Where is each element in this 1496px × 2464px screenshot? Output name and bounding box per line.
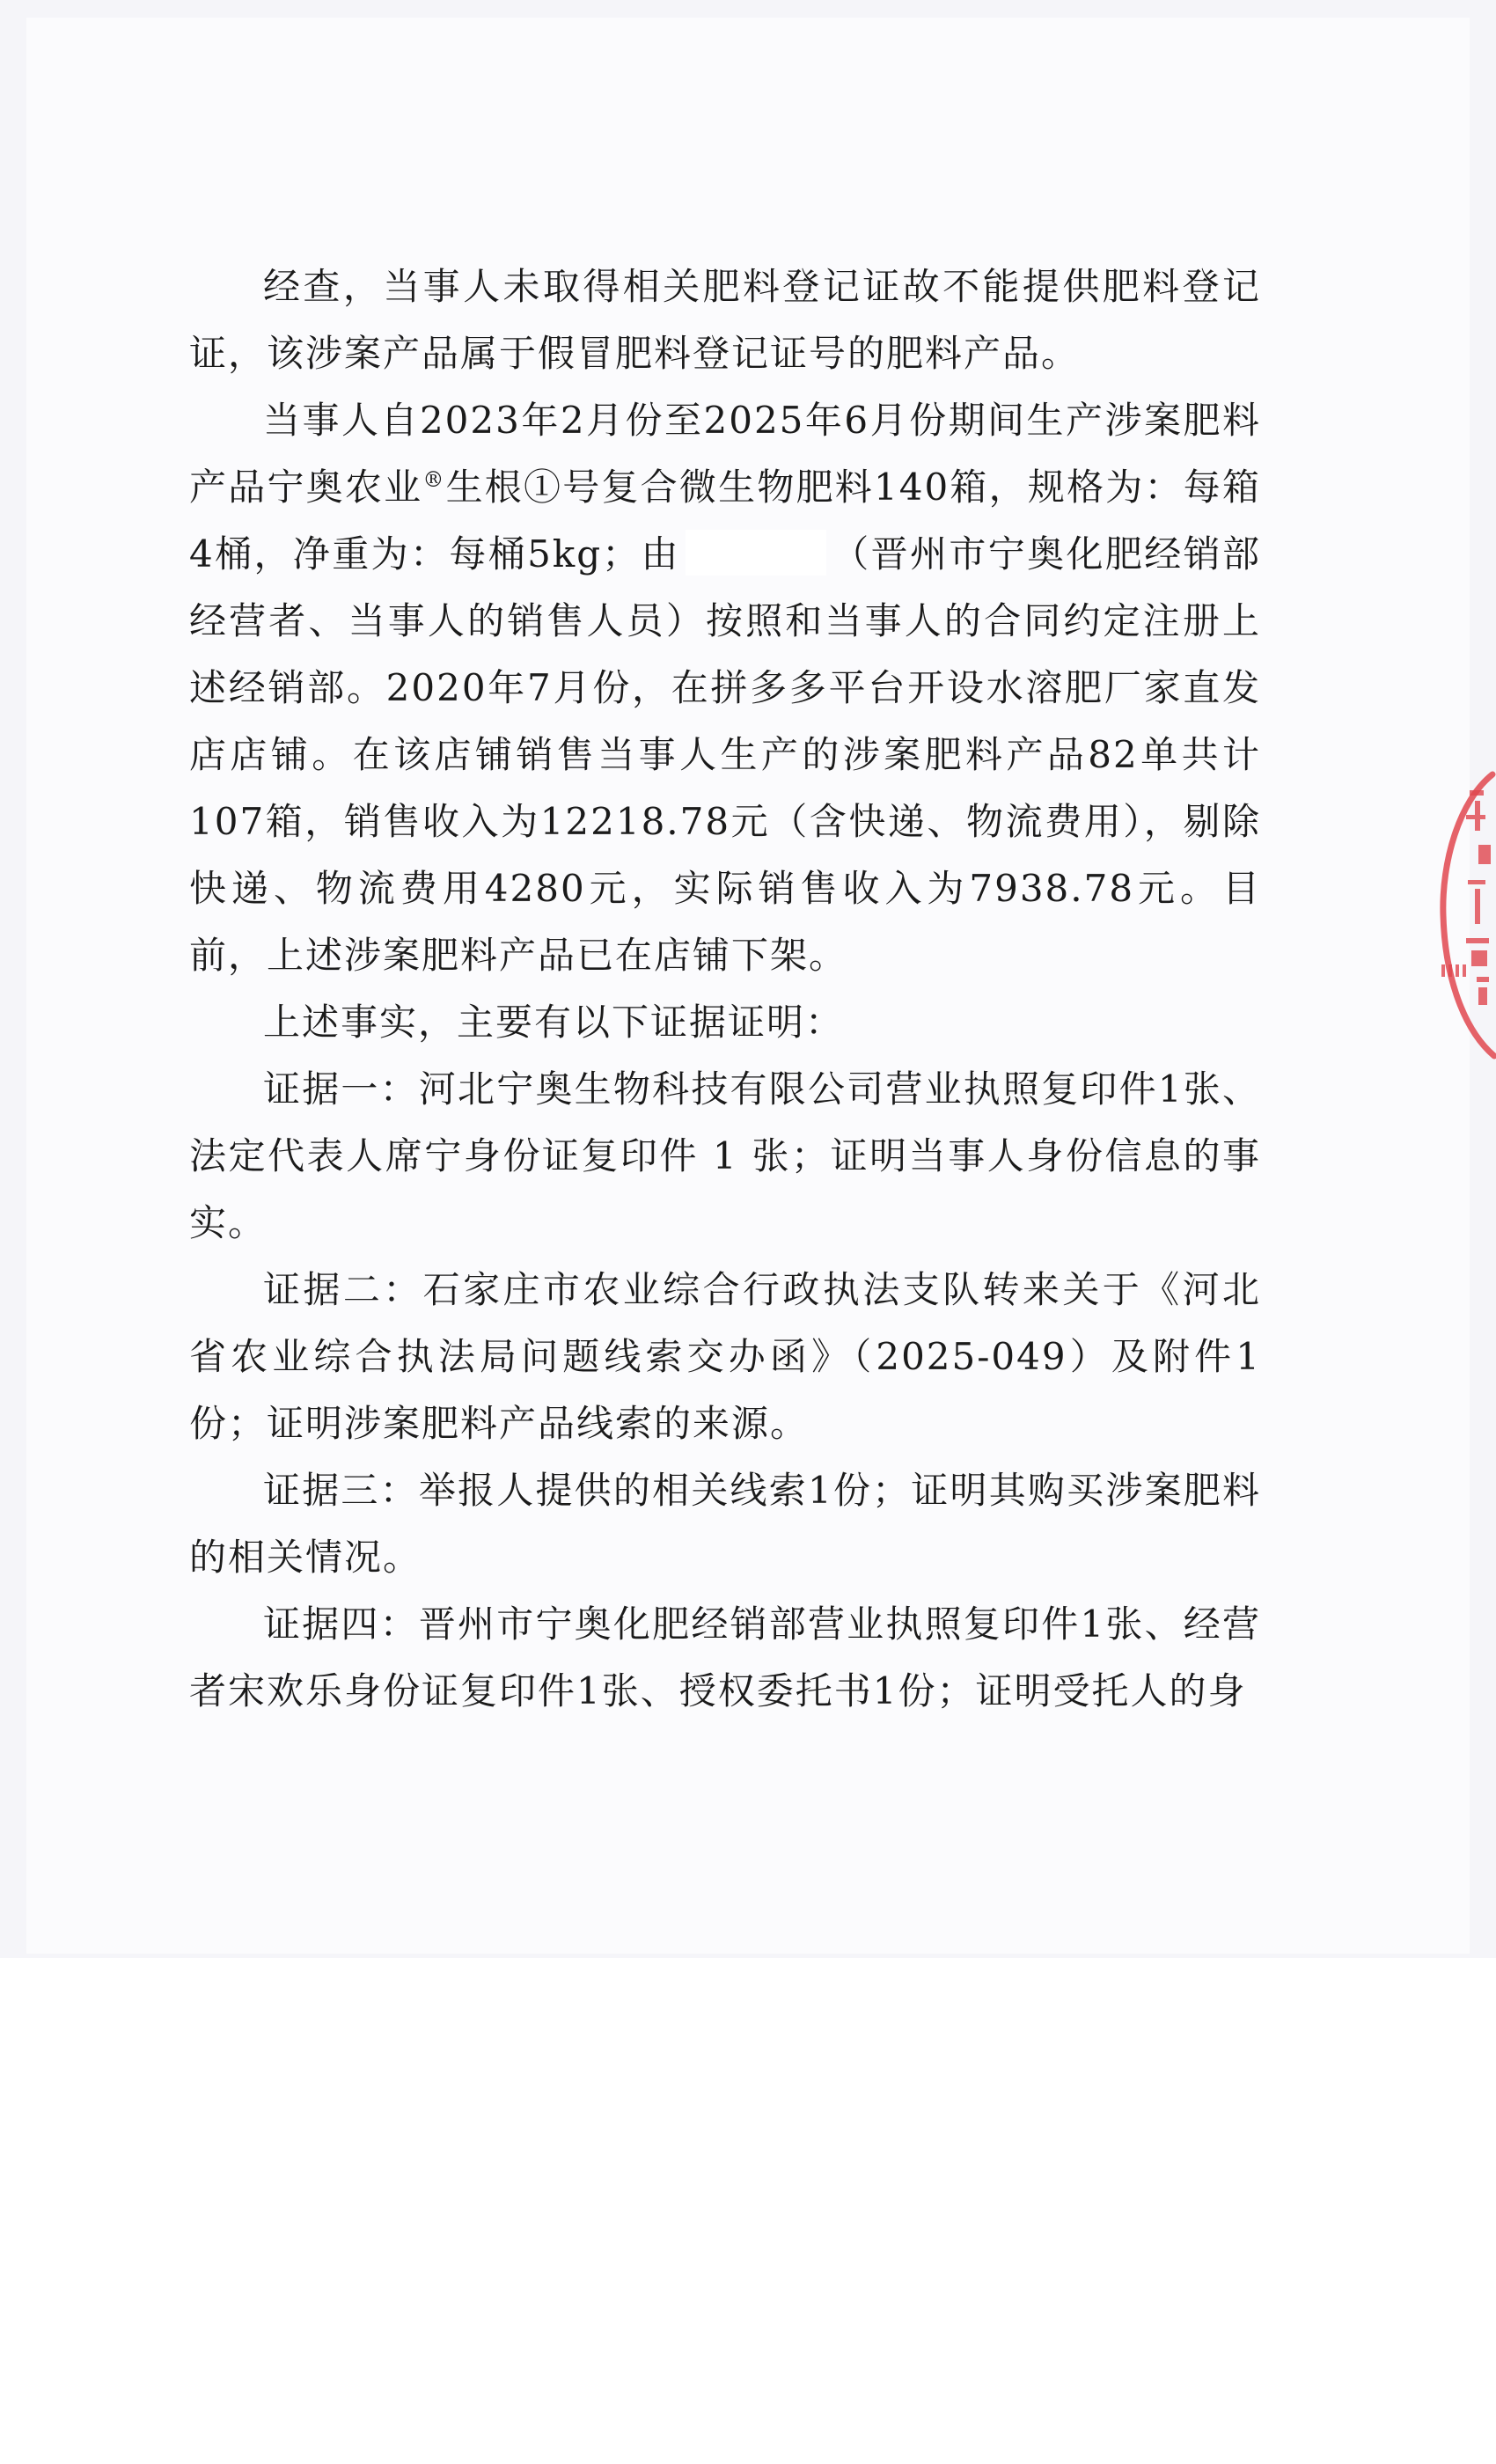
paragraph-evidence-1: 证据一：河北宁奥生物科技有限公司营业执照复印件1张、法定代表人席宁身份证复印件 1 张；证明当事人身份信息的事实。 <box>189 1067 1261 1244</box>
paragraph-evidence-intro: 上述事实，主要有以下证据证明： <box>263 1001 845 1044</box>
production-text-a: 当事人自2023年2月份至2025年6月份期间生产涉案肥料产品宁奥农业 <box>189 399 1261 509</box>
production-text-b: 生根①号复合微生物肥料140箱，规格为：每箱4桶，净重为：每桶5kg；由 <box>189 466 1261 576</box>
registered-mark: ® <box>422 467 446 492</box>
red-seal-icon <box>1424 766 1496 1065</box>
paragraph-evidence-3: 证据三：举报人提供的相关线索1份；证明其购买涉案肥料的相关情况。 <box>189 1469 1261 1579</box>
paragraph-production-sales <box>189 387 1261 989</box>
paragraph-investigation: 经查，当事人未取得相关肥料登记证故不能提供肥料登记证，该涉案产品属于假冒肥料登记证号的肥料产品。 <box>189 265 1261 375</box>
paragraph-evidence-4: 证据四：晋州市宁奥化肥经销部营业执照复印件1张、经营者宋欢乐身份证复印件1张、授权委托书1份；证明受托人的身 <box>189 1602 1261 1712</box>
production-text-c: （晋州市宁奥化肥经销部经营者、当事人的销售人员）按照和当事人的合同约定注册上述经销部。2020年7月份，在拼多多平台开设水溶肥厂家直发店店铺。在该店铺销售当事人生产的涉案肥料产品82单共计107箱，销售收入为12218.78元（含快递、物流费用），剔除快递、物流费用4280元，实际销售收入为7938.78元。目前，上述涉案肥料产品已在店铺下架。 <box>189 532 1261 977</box>
document-body <box>189 253 1261 1725</box>
paragraph-evidence-2: 证据二：石家庄市农业综合行政执法支队转来关于《河北省农业综合执法局问题线索交办函》（2025-049）及附件1份；证明涉案肥料产品线索的来源。 <box>189 1268 1261 1445</box>
redacted-name <box>686 530 826 576</box>
